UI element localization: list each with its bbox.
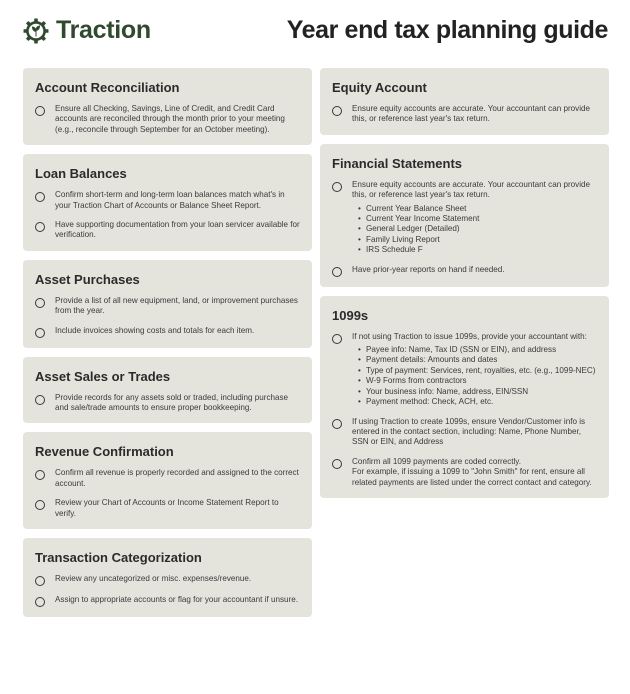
item-body xyxy=(352,417,597,448)
checklist-item xyxy=(35,468,300,489)
checklist-item xyxy=(332,180,597,256)
checkbox-circle[interactable] xyxy=(332,182,342,192)
bullet-item: • Current Year Balance Sheet xyxy=(358,204,597,214)
checkbox-circle[interactable] xyxy=(332,267,342,277)
bullet-item: • Family Living Report xyxy=(358,235,597,245)
item-text: Include invoices showing costs and totals for each item. xyxy=(55,325,255,335)
section-transaction-categorization xyxy=(23,538,312,617)
item-body xyxy=(55,468,300,489)
section-title: Account Reconciliation xyxy=(35,80,180,95)
section-financial-statements xyxy=(320,144,609,287)
checklist-item xyxy=(35,220,300,241)
section-1099s xyxy=(320,296,609,498)
item-text: Confirm short-term and long-term loan balances match what's in your Traction Chart of Accounts or Balance Sheet Report. xyxy=(55,190,285,210)
bullet-item: • IRS Schedule F xyxy=(358,245,597,255)
checkbox-circle[interactable] xyxy=(332,106,342,116)
checkbox-circle[interactable] xyxy=(35,106,45,116)
section-title: Asset Sales or Trades xyxy=(35,368,171,384)
checkbox-circle[interactable] xyxy=(332,419,342,429)
item-text: Ensure all Checking, Savings, Line of Credit, and Credit Card accounts are reconciled through the month prior to your meeting (e.g., reconcile through September for an October meeting). xyxy=(55,104,285,134)
item-body xyxy=(352,180,597,256)
section-title: Transaction Categorization xyxy=(35,550,202,566)
item-text: Have prior-year reports on hand if needed. xyxy=(352,264,505,274)
checkbox-circle[interactable] xyxy=(332,459,342,469)
item-body xyxy=(55,190,300,211)
item-body xyxy=(352,104,597,125)
bullet-item: • Type of payment: Services, rent, royalties, etc. (e.g., 1099-NEC) xyxy=(358,366,597,376)
brand-name: Traction xyxy=(56,16,151,44)
item-body xyxy=(55,574,300,584)
item-text: Ensure equity accounts are accurate. Your accountant can provide this, or reference last year's tax return. xyxy=(352,179,591,200)
item-text: Ensure equity accounts are accurate. Your accountant can provide this, or reference last year's tax return. xyxy=(352,104,591,124)
checkbox-circle[interactable] xyxy=(35,192,45,202)
item-body xyxy=(55,595,300,605)
section-account-reconciliation xyxy=(23,68,312,145)
section-equity-account xyxy=(320,68,609,135)
checklist-item xyxy=(332,265,597,277)
item-body xyxy=(55,104,300,135)
item-body xyxy=(352,457,597,488)
item-text: Review any uncategorized or misc. expenses/revenue. xyxy=(55,574,252,584)
gear-leaf-icon xyxy=(22,17,50,45)
checklist-item xyxy=(35,104,300,135)
checkbox-circle[interactable] xyxy=(35,500,45,510)
checklist-item xyxy=(35,296,300,317)
checklist-item xyxy=(35,498,300,519)
checklist-item xyxy=(35,574,300,586)
checklist-item xyxy=(332,104,597,125)
item-text: If not using Traction to issue 1099s, provide your accountant with: xyxy=(352,331,587,341)
checkbox-circle[interactable] xyxy=(35,328,45,338)
bullet-item: • Payment method: Check, ACH, etc. xyxy=(358,397,597,407)
bullet-list xyxy=(358,345,597,407)
brand-logo[interactable] xyxy=(22,16,151,45)
item-body xyxy=(352,332,597,408)
section-title: 1099s xyxy=(332,307,369,323)
item-text: If using Traction to create 1099s, ensure Vendor/Customer info is entered in the contact section, including: Name, Phone Number, SSN or EIN, and Address xyxy=(352,416,586,447)
checklist-item xyxy=(35,595,300,607)
section-asset-purchases xyxy=(23,260,312,348)
section-title: Financial Statements xyxy=(332,155,463,171)
checkbox-circle[interactable] xyxy=(35,222,45,232)
item-body xyxy=(55,498,300,519)
item-text: Have supporting documentation from your loan servicer available for verification. xyxy=(55,220,300,240)
checkbox-circle[interactable] xyxy=(35,395,45,405)
checkbox-circle[interactable] xyxy=(35,470,45,480)
checkbox-circle[interactable] xyxy=(332,334,342,344)
bullet-item: • General Ledger (Detailed) xyxy=(358,224,597,234)
section-title: Revenue Confirmation xyxy=(35,444,174,460)
item-body xyxy=(352,265,597,275)
checklist-item xyxy=(35,393,300,414)
item-body xyxy=(55,393,300,414)
checklist-item xyxy=(35,326,300,338)
item-body xyxy=(55,326,300,336)
bullet-item: • Your business info: Name, address, EIN/SSN xyxy=(358,387,597,397)
item-text: Assign to appropriate accounts or flag for your accountant if unsure. xyxy=(55,595,298,605)
section-title: Equity Account xyxy=(332,80,427,95)
item-body xyxy=(55,220,300,241)
section-revenue-confirmation xyxy=(23,432,312,529)
section-title: Asset Purchases xyxy=(35,271,140,287)
bullet-item: • Payee info: Name, Tax ID (SSN or EIN), and address xyxy=(358,345,597,355)
checkbox-circle[interactable] xyxy=(35,576,45,586)
page-title: Year end tax planning guide xyxy=(286,16,608,44)
bullet-item: • Current Year Income Statement xyxy=(358,214,597,224)
bullet-item: • W-9 Forms from contractors xyxy=(358,376,597,386)
header xyxy=(0,0,630,66)
item-text: Confirm all revenue is properly recorded and assigned to the correct account. xyxy=(55,468,299,488)
item-body xyxy=(55,296,300,317)
bullet-item: • Payment details: Amounts and dates xyxy=(358,355,597,365)
checklist-item xyxy=(332,457,597,488)
section-title: Loan Balances xyxy=(35,166,127,182)
checklist-item xyxy=(332,417,597,448)
section-asset-sales-or-trades xyxy=(23,357,312,424)
left-column xyxy=(23,68,312,626)
bullet-list xyxy=(358,204,597,256)
checklist-item xyxy=(35,190,300,211)
item-text: Provide a list of all new equipment, land, or improvement purchases from the year. xyxy=(55,295,298,316)
item-text: Provide records for any assets sold or traded, including purchase and sale/trade amounts to ensure proper bookkeeping. xyxy=(55,392,289,413)
section-loan-balances xyxy=(23,154,312,251)
right-column xyxy=(320,68,609,507)
checkbox-circle[interactable] xyxy=(35,298,45,308)
checkbox-circle[interactable] xyxy=(35,597,45,607)
item-text: Confirm all 1099 payments are coded correctly. For example, if issuing a 1099 to "John Smith" for rent, ensure all related payments are listed under the correct contact and category. xyxy=(352,456,592,487)
item-text: Review your Chart of Accounts or Income Statement Report to verify. xyxy=(55,498,279,518)
checklist-item xyxy=(332,332,597,408)
